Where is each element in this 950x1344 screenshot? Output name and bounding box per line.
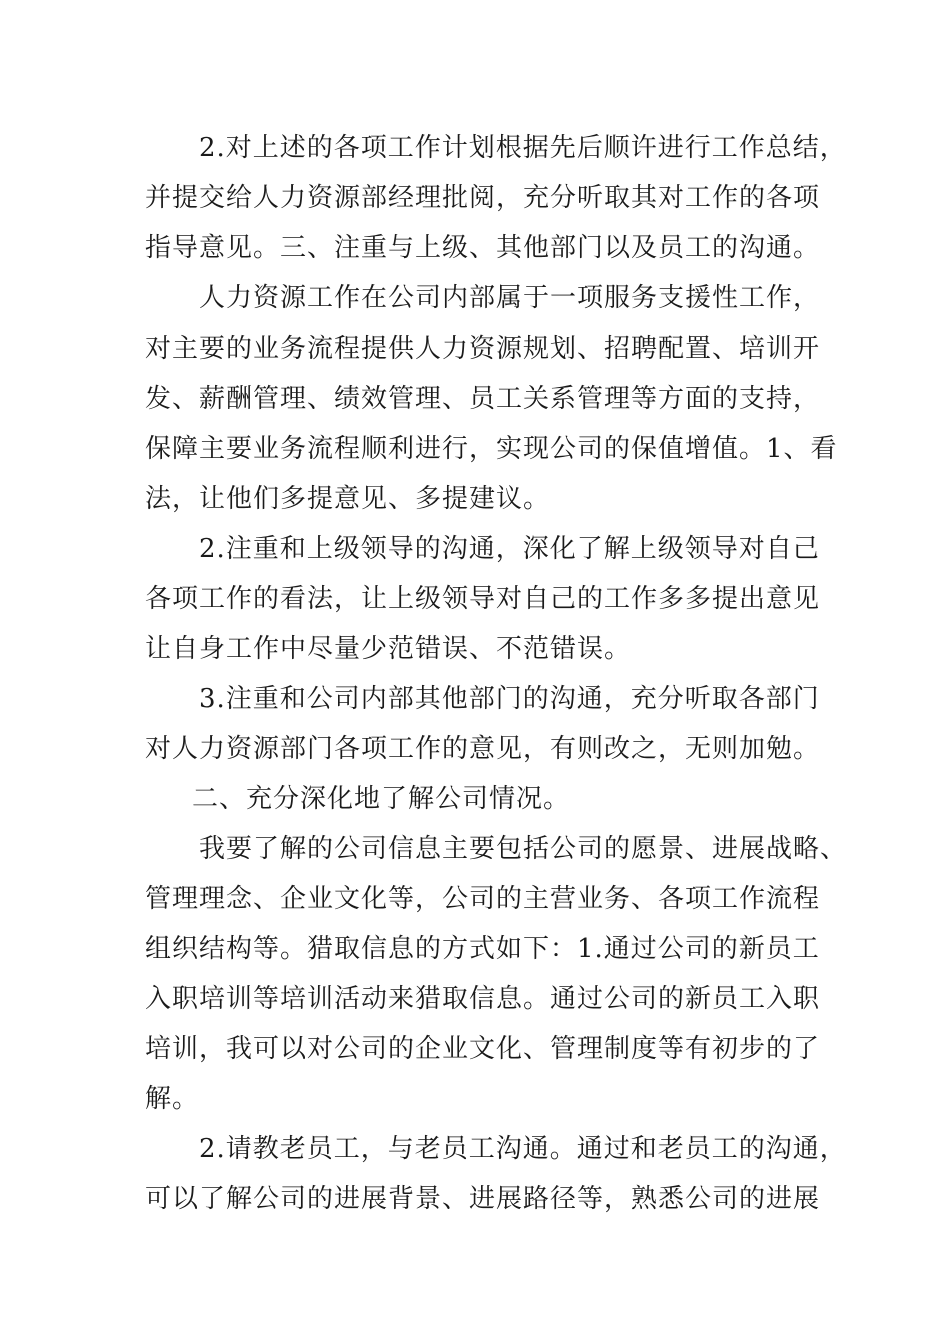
text-line: 解。 bbox=[145, 1084, 200, 1114]
section-heading: 二、充分深化地了解公司情况。 bbox=[192, 784, 571, 814]
text-line: 人力资源工作在公司内部属于一项服务支援性工作， bbox=[199, 283, 821, 313]
text-line: 对主要的业务流程提供人力资源规划、招聘配置、培训开 bbox=[145, 334, 821, 364]
text-line: 培训，我可以对公司的企业文化、管理制度等有初步的了 bbox=[145, 1034, 821, 1064]
text-line: 法，让他们多提意见、多提建议。 bbox=[145, 484, 551, 514]
text-line: 2.对上述的各项工作计划根据先后顺许进行工作总结， bbox=[199, 133, 847, 163]
text-line: 指导意见。三、注重与上级、其他部门以及员工的沟通。 bbox=[145, 233, 821, 263]
text-line: 3.注重和公司内部其他部门的沟通，充分听取各部门 bbox=[199, 684, 820, 714]
text-line: 可以了解公司的进展背景、进展路径等，熟悉公司的进展 bbox=[145, 1184, 821, 1214]
text-line: 我要了解的公司信息主要包括公司的愿景、进展战略、 bbox=[199, 834, 848, 864]
text-line: 2.请教老员工，与老员工沟通。通过和老员工的沟通， bbox=[199, 1134, 847, 1164]
text-line: 并提交给人力资源部经理批阅，充分听取其对工作的各项 bbox=[145, 183, 821, 213]
text-line: 2.注重和上级领导的沟通，深化了解上级领导对自己 bbox=[199, 534, 820, 564]
text-line: 组织结构等。猎取信息的方式如下：1.通过公司的新员工 bbox=[145, 934, 820, 964]
text-line: 对人力资源部门各项工作的意见，有则改之，无则加勉。 bbox=[145, 734, 821, 764]
text-line: 让自身工作中尽量少范错误、不范错误。 bbox=[145, 634, 632, 664]
text-line: 保障主要业务流程顺利进行，实现公司的保值增值。1、看 bbox=[145, 434, 838, 464]
text-line: 管理理念、企业文化等，公司的主营业务、各项工作流程 bbox=[145, 884, 821, 914]
text-line: 入职培训等培训活动来猎取信息。通过公司的新员工入职 bbox=[145, 984, 821, 1014]
text-line: 各项工作的看法，让上级领导对自己的工作多多提出意见 bbox=[145, 584, 821, 614]
text-line: 发、薪酬管理、绩效管理、员工关系管理等方面的支持， bbox=[145, 384, 821, 414]
